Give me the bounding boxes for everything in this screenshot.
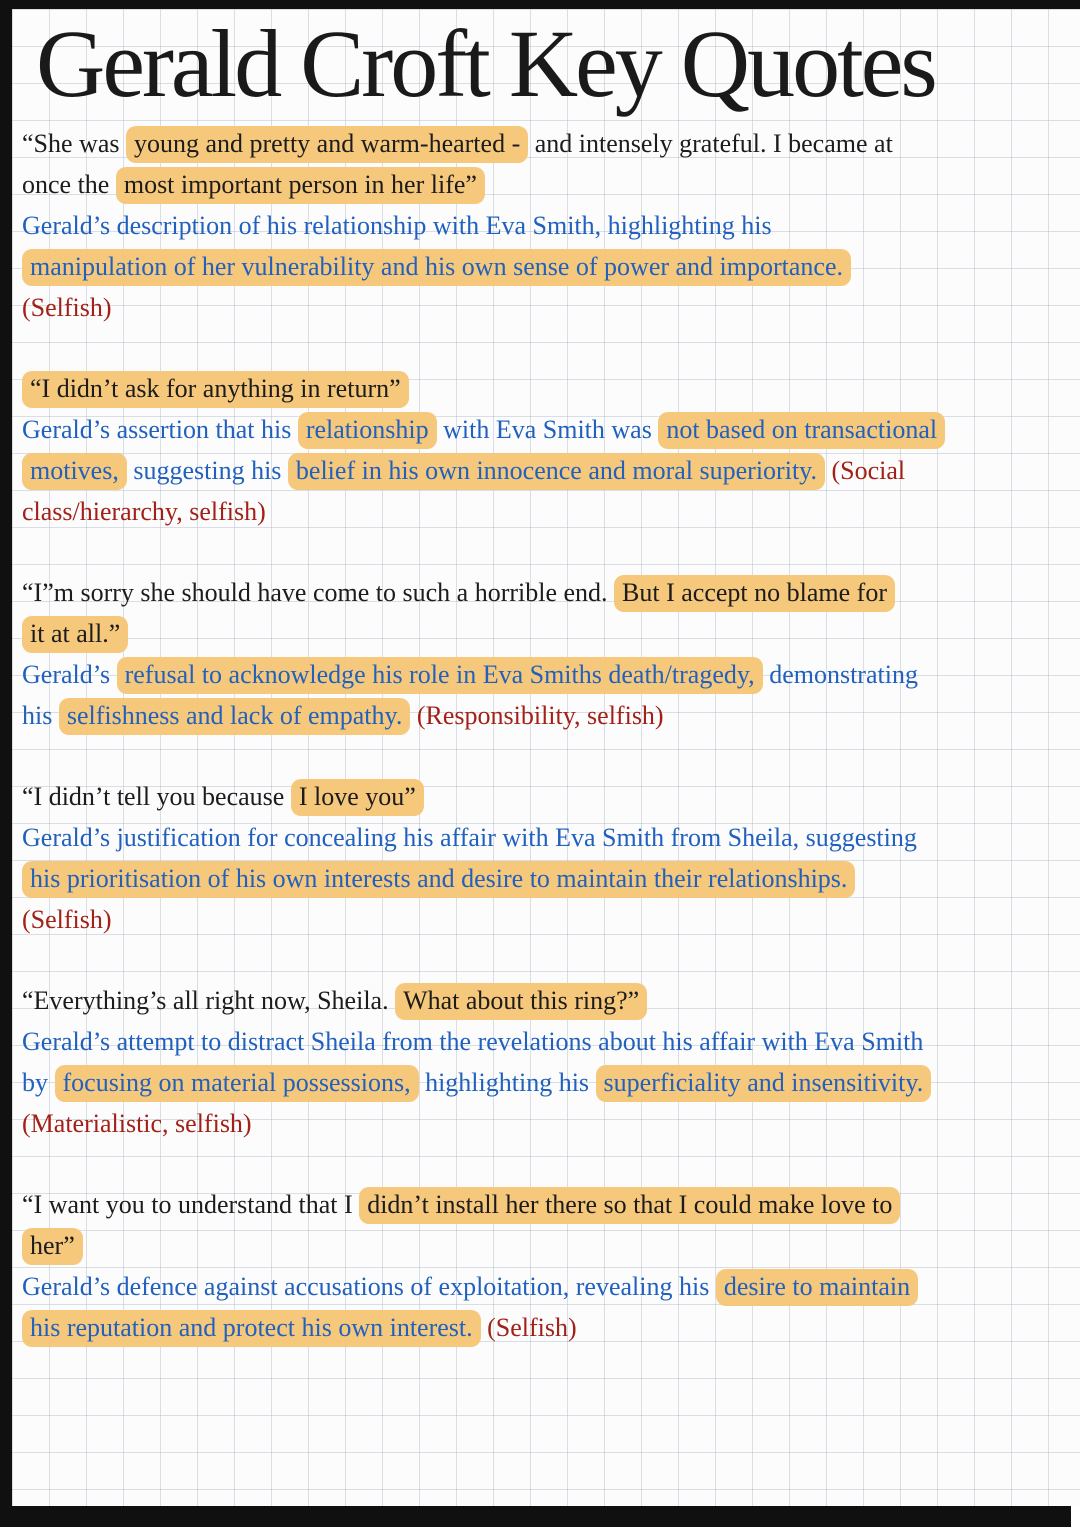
quote-line: [22, 123, 1066, 164]
analysis-line: [22, 817, 1066, 858]
analysis-line: [22, 1062, 1066, 1103]
analysis-line: [22, 246, 1066, 287]
quote-line: [22, 776, 1066, 817]
highlighted-text: What about this ring?”: [395, 983, 647, 1020]
text-segment: with Eva Smith was: [436, 415, 659, 445]
quote-line: [22, 980, 1066, 1021]
analysis-line: [22, 695, 1066, 736]
highlighted-text: focusing on material possessions,: [55, 1065, 419, 1102]
quote-line: [22, 368, 1066, 409]
analysis-line: [22, 450, 1066, 491]
analysis-line: [22, 1266, 1066, 1307]
quote-line: [22, 164, 1066, 205]
text-segment: suggesting his: [126, 456, 288, 486]
analysis-line: [22, 205, 1066, 246]
quote-line: [22, 1225, 1066, 1266]
analysis-line: [22, 858, 1066, 899]
text-segment: Gerald’s defence against accusations of exploitation, revealing his: [22, 1272, 716, 1302]
analysis-line: [22, 1021, 1066, 1062]
highlighted-text: motives,: [22, 453, 127, 490]
text-segment: (Selfish): [22, 293, 112, 323]
highlighted-text: most important person in her life”: [116, 167, 485, 204]
quote-line: [22, 613, 1066, 654]
highlighted-text: his prioritisation of his own interests and desire to maintain their relationships.: [22, 861, 855, 898]
analysis-line: [22, 654, 1066, 695]
highlighted-text: didn’t install her there so that I could make love to: [359, 1187, 900, 1224]
quote-section: [22, 123, 1066, 328]
sections: [22, 123, 1066, 1348]
quote-section: [22, 980, 1066, 1144]
quote-section: [22, 572, 1066, 736]
theme-line: [22, 287, 1066, 328]
text-segment: “I want you to understand that I: [22, 1190, 360, 1220]
highlighted-text: superficiality and insensitivity.: [596, 1065, 932, 1102]
highlighted-text: desire to maintain: [716, 1269, 918, 1306]
text-segment: Gerald’s justification for concealing his affair with Eva Smith from Sheila, suggesting: [22, 823, 917, 853]
text-segment: Gerald’s description of his relationship with Eva Smith, highlighting his: [22, 211, 772, 241]
theme-line: [22, 1103, 1066, 1144]
highlighted-text: relationship: [298, 412, 437, 449]
highlighted-text: manipulation of her vulnerability and his own sense of power and importance.: [22, 249, 851, 286]
highlighted-text: But I accept no blame for: [614, 575, 895, 612]
text-segment: Gerald’s attempt to distract Sheila from the revelations about his affair with Eva Smith: [22, 1027, 924, 1057]
text-segment: Gerald’s assertion that his: [22, 415, 298, 445]
text-segment: (Materialistic, selfish): [22, 1109, 252, 1139]
text-segment: (Selfish): [22, 905, 112, 935]
quote-section: [22, 368, 1066, 532]
quote-section: [22, 776, 1066, 940]
highlighted-text: refusal to acknowledge his role in Eva Smiths death/tragedy,: [117, 657, 763, 694]
text-segment: highlighting his: [418, 1068, 596, 1098]
text-segment: Gerald’s: [22, 660, 117, 690]
highlighted-text: “I didn’t ask for anything in return”: [22, 371, 409, 408]
highlighted-text: belief in his own innocence and moral superiority.: [288, 453, 825, 490]
notes-paper: [12, 9, 1080, 1506]
text-segment: (Selfish): [480, 1313, 577, 1343]
text-segment: and intensely grateful. I became at: [528, 129, 893, 159]
highlighted-text: his reputation and protect his own interest.: [22, 1310, 481, 1347]
analysis-line: [22, 409, 1066, 450]
highlighted-text: selfishness and lack of empathy.: [59, 698, 411, 735]
page-edge-gap: [1071, 1506, 1080, 1527]
theme-line: [22, 491, 1066, 532]
text-segment: “She was: [22, 129, 126, 159]
analysis-line: [22, 1307, 1066, 1348]
highlighted-text: it at all.”: [22, 616, 128, 653]
text-segment: his: [22, 701, 59, 731]
page-title: Gerald Croft Key Quotes: [36, 10, 935, 117]
text-segment: “I didn’t tell you because: [22, 782, 291, 812]
quote-section: [22, 1184, 1066, 1348]
highlighted-text: young and pretty and warm-hearted -: [126, 126, 528, 163]
text-segment: once the: [22, 170, 116, 200]
text-segment: “Everything’s all right now, Sheila.: [22, 986, 396, 1016]
quote-line: [22, 1184, 1066, 1225]
text-segment: (Responsibility, selfish): [410, 701, 664, 731]
highlighted-text: not based on transactional: [658, 412, 945, 449]
theme-line: [22, 899, 1066, 940]
highlighted-text: I love you”: [291, 779, 424, 816]
quote-line: [22, 572, 1066, 613]
text-segment: demonstrating: [762, 660, 918, 690]
highlighted-text: her”: [22, 1228, 83, 1265]
text-segment: class/hierarchy, selfish): [22, 497, 266, 527]
text-segment: “I”m sorry she should have come to such a horrible end.: [22, 578, 615, 608]
text-segment: (Social: [824, 456, 906, 486]
text-segment: by: [22, 1068, 55, 1098]
